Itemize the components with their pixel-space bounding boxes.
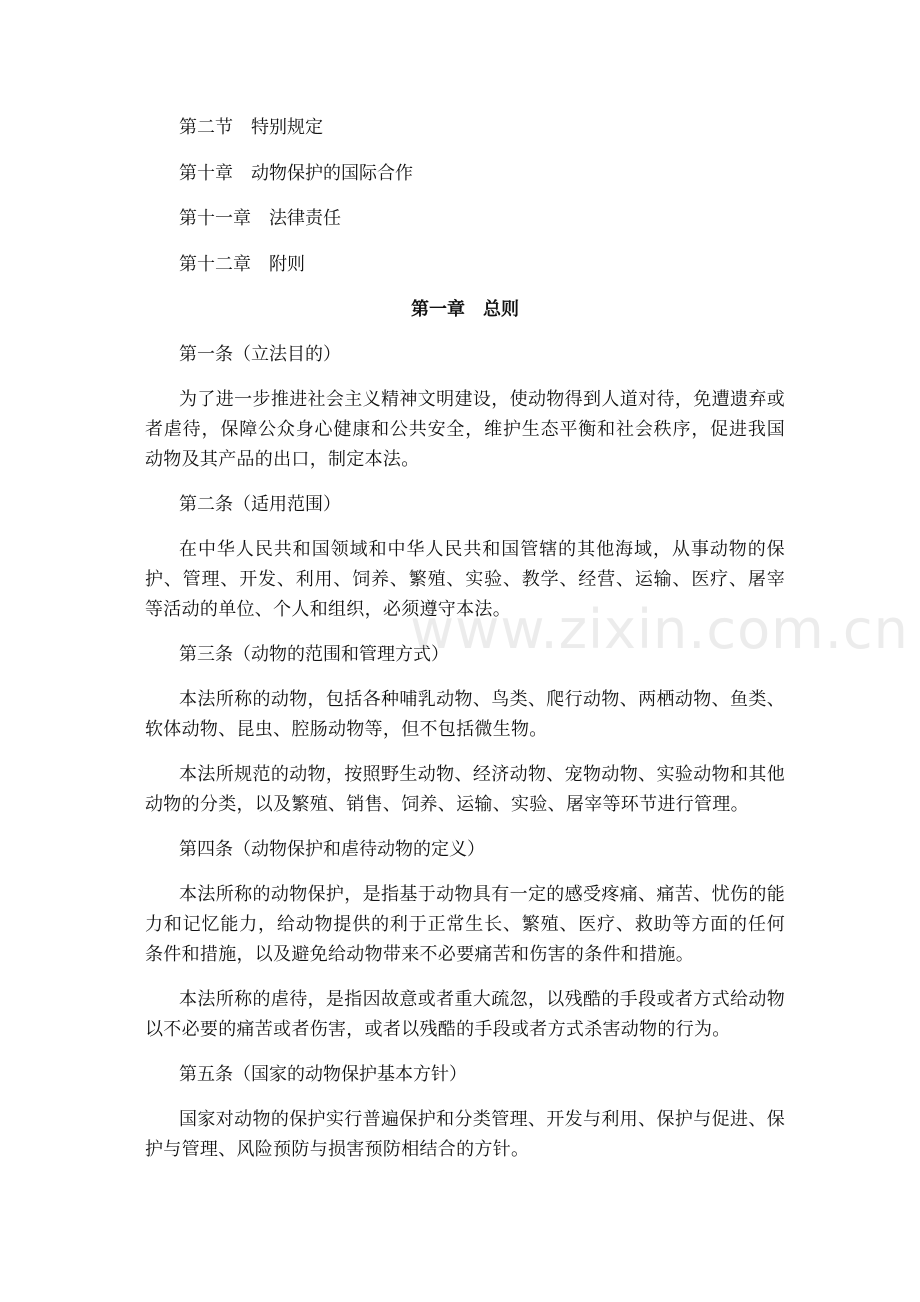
- article-paragraph: 为了进一步推进社会主义精神文明建设，使动物得到人道对待，免遭遗弃或者虐待，保障公众身心健康和公共安全，维护生态平衡和社会秩序，促进我国动物及其产品的出口，制定本法。: [145, 389, 785, 470]
- article-paragraph: 在中华人民共和国领域和中华人民共和国管辖的其他海域，从事动物的保护、管理、开发、利用、饲养、繁殖、实验、教学、经营、运输、医疗、屠宰等活动的单位、个人和组织，必须遵守本法。: [145, 539, 785, 620]
- article-title: 第一条（立法目的）: [179, 344, 341, 365]
- article-title: 第三条（动物的范围和管理方式）: [179, 644, 449, 665]
- toc-number: 第十二章: [179, 253, 251, 275]
- article-paragraph: 本法所规范的动物，按照野生动物、经济动物、宠物动物、实验动物和其他动物的分类，以及繁殖、销售、饲养、运输、实验、屠宰等环节进行管理。: [145, 764, 785, 815]
- toc-number: 第二节: [179, 117, 233, 138]
- toc-title: 附则: [269, 253, 305, 275]
- watermark: www.zixin.com.cn: [410, 598, 909, 661]
- toc-number: 第十一章: [179, 208, 251, 229]
- toc-title: 动物保护的国际合作: [251, 162, 413, 184]
- toc-line: [145, 250, 785, 280]
- toc-title: 法律责任: [269, 208, 341, 229]
- article-paragraph: 本法所称的虐待，是指因故意或者重大疏忽，以残酷的手段或者方式给动物以不必要的痛苦或者伤害，或者以残酷的手段或者方式杀害动物的行为。: [145, 989, 785, 1040]
- toc-line: [145, 113, 785, 143]
- toc-line: [145, 159, 785, 189]
- chapter-number: 第一章: [411, 299, 465, 320]
- chapter-heading: [145, 295, 785, 325]
- toc-title: 特别规定: [251, 117, 323, 138]
- article-title: 第二条（适用范围）: [179, 494, 341, 515]
- toc-number: 第十章: [179, 162, 233, 184]
- article-title: 第四条（动物保护和虐待动物的定义）: [179, 839, 485, 860]
- document-page: [145, 113, 785, 1180]
- chapter-title: 总则: [483, 299, 519, 320]
- article-paragraph: 国家对动物的保护实行普遍保护和分类管理、开发与利用、保护与促进、保护与管理、风险预防与损害预防相结合的方针。: [145, 1109, 785, 1160]
- article-title: 第五条（国家的动物保护基本方针）: [179, 1064, 467, 1085]
- article-paragraph: 本法所称的动物，包括各种哺乳动物、鸟类、爬行动物、两栖动物、鱼类、软体动物、昆虫、腔肠动物等，但不包括微生物。: [145, 689, 785, 740]
- toc-line: [145, 204, 785, 234]
- article-paragraph: 本法所称的动物保护，是指基于动物具有一定的感受疼痛、痛苦、忧伤的能力和记忆能力，给动物提供的利于正常生长、繁殖、医疗、救助等方面的任何条件和措施，以及避免给动物带来不必要痛苦和伤害的条件和措施。: [145, 884, 785, 965]
